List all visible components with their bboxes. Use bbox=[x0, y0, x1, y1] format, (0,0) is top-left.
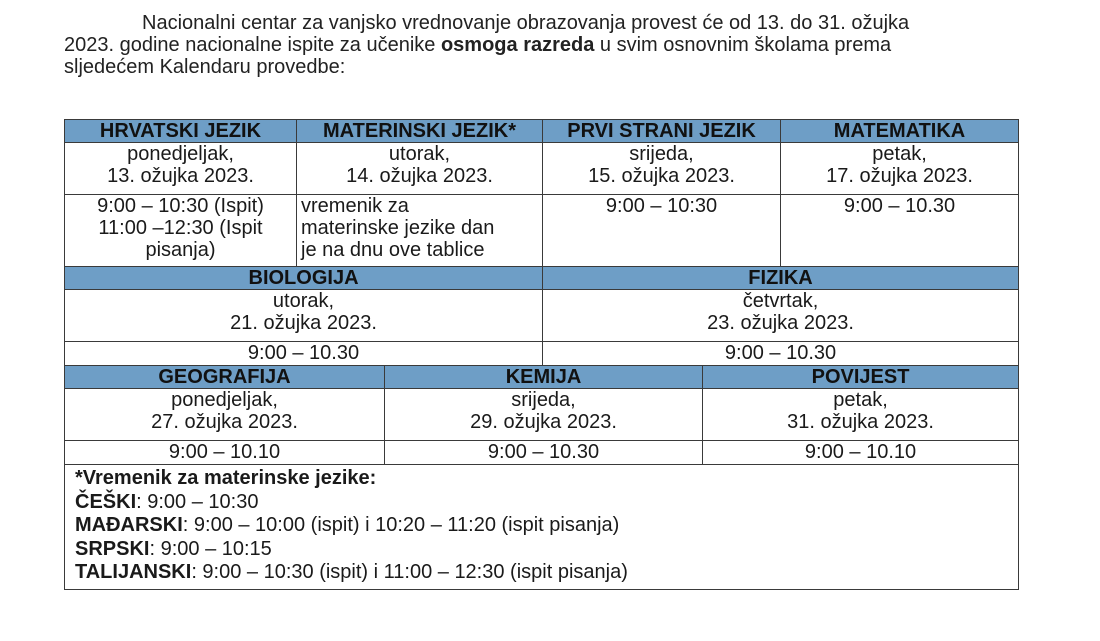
time-cell: 9:00 – 10.30 bbox=[543, 342, 1019, 366]
time-cell: 9:00 – 10.10 bbox=[703, 441, 1019, 465]
intro-bold-grade: osmoga razreda bbox=[440, 34, 595, 56]
date-cell: petak, 31. ožujka 2023. bbox=[703, 389, 1019, 441]
subject-header-biologija: BIOLOGIJA bbox=[65, 267, 543, 290]
time-cell: 9:00 – 10.30 bbox=[385, 441, 703, 465]
subject-header-matematika: MATEMATIKA bbox=[781, 120, 1019, 143]
subject-header-prvi-strani: PRVI STRANI JEZIK bbox=[543, 120, 781, 143]
subject-header-geografija: GEOGRAFIJA bbox=[65, 366, 385, 389]
date-row-2 bbox=[65, 290, 1019, 342]
header-row-1 bbox=[65, 120, 1019, 143]
header-row-3 bbox=[65, 366, 1019, 389]
intro-line-2: 2023. godine nacionalne ispite za učenike osmoga razreda u svim osnovnim školama prema bbox=[64, 34, 892, 56]
exam-calendar-table bbox=[64, 119, 1019, 590]
date-cell: utorak, 21. ožujka 2023. bbox=[65, 290, 543, 342]
intro-paragraph bbox=[64, 12, 1024, 78]
time-cell: 9:00 – 10.30 bbox=[65, 342, 543, 366]
time-cell: 9:00 – 10:30 (Ispit) 11:00 –12:30 (Ispit pisanja) bbox=[65, 195, 297, 267]
note-item: SRPSKI: 9:00 – 10:15 bbox=[75, 537, 272, 560]
date-cell: srijeda, 29. ožujka 2023. bbox=[385, 389, 703, 441]
date-row-1 bbox=[65, 143, 1019, 195]
note-item: TALIJANSKI: 9:00 – 10:30 (ispit) i 11:00 – 12:30 (ispit pisanja) bbox=[75, 561, 628, 583]
date-cell: utorak, 14. ožujka 2023. bbox=[297, 143, 543, 195]
date-row-3 bbox=[65, 389, 1019, 441]
notes-row bbox=[65, 465, 1019, 590]
date-cell: ponedjeljak, 27. ožujka 2023. bbox=[65, 389, 385, 441]
subject-header-povijest: POVIJEST bbox=[703, 366, 1019, 389]
time-cell: 9:00 – 10.10 bbox=[65, 441, 385, 465]
subject-header-hrvatski: HRVATSKI JEZIK bbox=[65, 120, 297, 143]
date-cell: srijeda, 15. ožujka 2023. bbox=[543, 143, 781, 195]
time-row-3 bbox=[65, 441, 1019, 465]
subject-header-fizika: FIZIKA bbox=[543, 267, 1019, 290]
note-item: ČEŠKI: 9:00 – 10:30 bbox=[75, 490, 259, 513]
note-item: MAĐARSKI: 9:00 – 10:00 (ispit) i 10:20 – 11:20 (ispit pisanja) bbox=[75, 514, 620, 536]
time-cell: vremenik za materinske jezike dan je na dnu ove tablice bbox=[297, 195, 543, 267]
time-row-2 bbox=[65, 342, 1019, 366]
date-cell: ponedjeljak, 13. ožujka 2023. bbox=[65, 143, 297, 195]
header-row-2 bbox=[65, 267, 1019, 290]
mother-tongue-schedule-notes bbox=[65, 465, 1019, 590]
subject-header-kemija: KEMIJA bbox=[385, 366, 703, 389]
date-cell: četvrtak, 23. ožujka 2023. bbox=[543, 290, 1019, 342]
intro-line-3: sljedećem Kalendaru provedbe: bbox=[64, 56, 346, 78]
time-cell: 9:00 – 10:30 bbox=[543, 195, 781, 267]
subject-header-materinski: MATERINSKI JEZIK* bbox=[297, 120, 543, 143]
date-cell: petak, 17. ožujka 2023. bbox=[781, 143, 1019, 195]
intro-line-1: Nacionalni centar za vanjsko vrednovanje obrazovanja provest će od 13. do 31. ožujka bbox=[142, 12, 910, 34]
time-row-1 bbox=[65, 195, 1019, 267]
time-cell: 9:00 – 10.30 bbox=[781, 195, 1019, 267]
notes-title: *Vremenik za materinske jezike: bbox=[75, 467, 377, 489]
